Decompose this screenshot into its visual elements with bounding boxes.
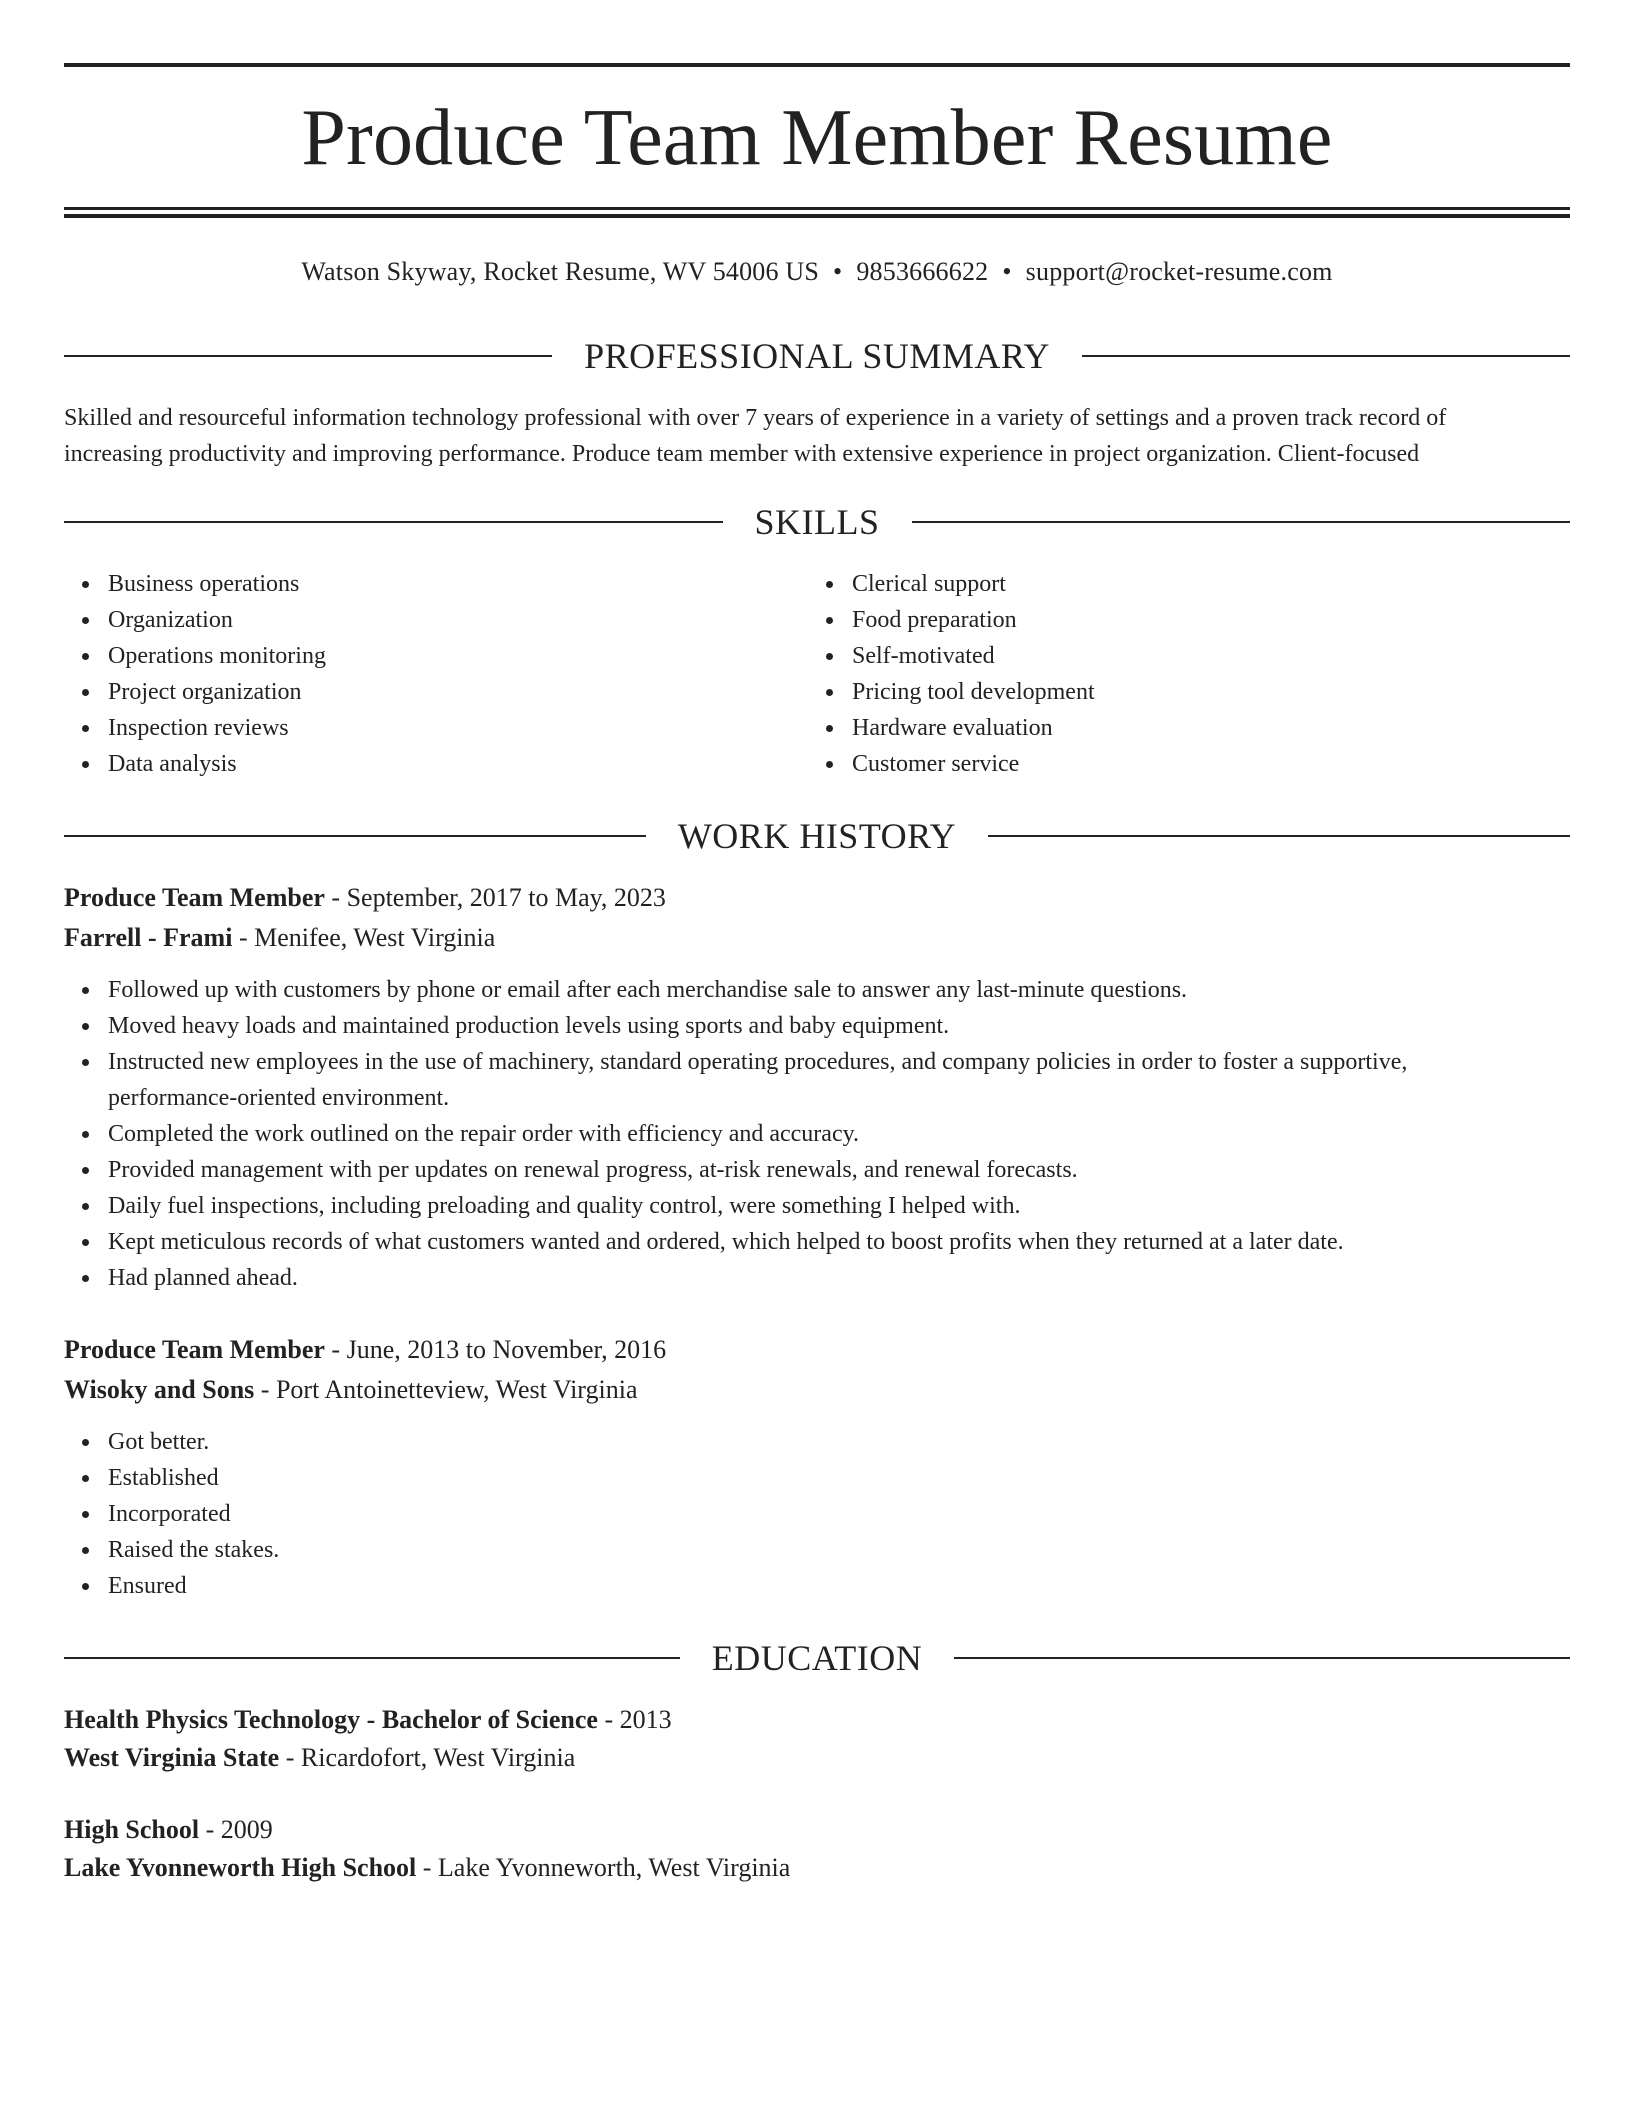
education-school-line <box>64 1738 1570 1778</box>
job-title-line <box>64 878 1570 918</box>
job-location: - Port Antoinetteview, West Virginia <box>254 1375 638 1404</box>
job-duty: Raised the stakes. <box>108 1532 279 1568</box>
job-duty: Got better. <box>108 1424 279 1460</box>
job-title: Produce Team Member <box>64 883 325 912</box>
education-year: - 2013 <box>597 1705 672 1734</box>
job-duty: Completed the work outlined on the repair order with efficiency and accuracy. <box>108 1116 1570 1152</box>
section-rule <box>64 355 552 357</box>
section-rule <box>64 521 723 523</box>
section-rule <box>954 1657 1570 1659</box>
page-title: Produce Team Member Resume <box>301 94 1333 182</box>
summary-line: Skilled and resourceful information technology professional with over 7 years of experience in a variety of settings and a proven track record of <box>64 405 1447 431</box>
skill-item: Clerical support <box>852 566 1095 602</box>
skill-item: Project organization <box>108 674 326 710</box>
skills-list-right <box>808 566 1095 782</box>
education-location: - Ricardofort, West Virginia <box>279 1743 576 1772</box>
job-duty: Established <box>108 1460 279 1496</box>
job-duty-line: Instructed new employees in the use of machinery, standard operating procedures, and company policies in order to foster a supportive, <box>108 1049 1408 1075</box>
section-heading-summary <box>64 334 1570 378</box>
education-degree-line <box>64 1810 1570 1850</box>
education-school: West Virginia State <box>64 1743 280 1772</box>
summary-text <box>64 400 1570 472</box>
section-title-work: WORK HISTORY <box>677 816 957 856</box>
skill-item: Operations monitoring <box>108 638 326 674</box>
job-company-line <box>64 918 1570 958</box>
top-rule <box>64 63 1570 67</box>
section-rule <box>988 835 1570 837</box>
skill-item: Pricing tool development <box>852 674 1095 710</box>
title-double-rule <box>64 207 1570 218</box>
skills-list-left <box>64 566 326 782</box>
job-duties-list <box>64 972 1570 1296</box>
job-duty: Had planned ahead. <box>108 1260 1570 1296</box>
section-rule <box>1082 355 1570 357</box>
section-rule <box>912 521 1571 523</box>
education-degree: High School <box>64 1815 200 1844</box>
section-heading-work <box>64 814 1570 858</box>
education-year: - 2009 <box>199 1815 273 1844</box>
job-duty: Incorporated <box>108 1496 279 1532</box>
job-title: Produce Team Member <box>64 1335 325 1364</box>
job-duty: Kept meticulous records of what customers wanted and ordered, which helped to boost profits when they returned at a later date. <box>108 1224 1570 1260</box>
job-duty-line: performance-oriented environment. <box>108 1085 450 1111</box>
education-degree: Health Physics Technology - Bachelor of Science <box>64 1705 598 1734</box>
contact-email: support@rocket-resume.com <box>1025 257 1333 286</box>
skill-item: Hardware evaluation <box>852 710 1095 746</box>
education-school-line <box>64 1848 1570 1888</box>
contact-separator: • <box>833 257 843 286</box>
section-heading-education <box>64 1636 1570 1680</box>
job-location: - Menifee, West Virginia <box>232 923 496 952</box>
job-dates: - September, 2017 to May, 2023 <box>324 883 666 912</box>
section-rule <box>64 1657 680 1659</box>
contact-line <box>64 254 1570 290</box>
contact-separator: • <box>1002 257 1012 286</box>
job-duty: Daily fuel inspections, including preloading and quality control, were something I helped with. <box>108 1188 1570 1224</box>
job-duty: Ensured <box>108 1568 279 1604</box>
skill-item: Food preparation <box>852 602 1095 638</box>
job-duty: Moved heavy loads and maintained production levels using sports and baby equipment. <box>108 1008 1570 1044</box>
job-duties-list <box>64 1424 279 1604</box>
job-company: Farrell - Frami <box>64 923 233 952</box>
skill-item: Customer service <box>852 746 1095 782</box>
skill-item: Inspection reviews <box>108 710 326 746</box>
section-rule <box>64 835 646 837</box>
summary-line: increasing productivity and improving performance. Produce team member with extensive experience in project organization. Client-focused <box>64 441 1420 467</box>
education-location: - Lake Yvonneworth, West Virginia <box>416 1853 791 1882</box>
skill-item: Data analysis <box>108 746 326 782</box>
section-title-skills: SKILLS <box>754 502 880 542</box>
section-title-education: EDUCATION <box>711 1638 923 1678</box>
job-dates: - June, 2013 to November, 2016 <box>324 1335 667 1364</box>
education-school: Lake Yvonneworth High School <box>64 1853 417 1882</box>
contact-address: Watson Skyway, Rocket Resume, WV 54006 US <box>301 257 820 286</box>
education-degree-line <box>64 1700 1570 1740</box>
skill-item: Organization <box>108 602 326 638</box>
job-company: Wisoky and Sons <box>64 1375 255 1404</box>
section-title-summary: PROFESSIONAL SUMMARY <box>584 336 1050 376</box>
job-title-line <box>64 1330 1570 1370</box>
job-duty: Provided management with per updates on renewal progress, at-risk renewals, and renewal forecasts. <box>108 1152 1570 1188</box>
contact-phone: 9853666622 <box>856 257 989 286</box>
skill-item: Self-motivated <box>852 638 1095 674</box>
job-duty <box>108 1044 1570 1116</box>
skill-item: Business operations <box>108 566 326 602</box>
section-heading-skills <box>64 500 1570 544</box>
job-company-line <box>64 1370 1570 1410</box>
job-duty: Followed up with customers by phone or email after each merchandise sale to answer any last-minute questions. <box>108 972 1570 1008</box>
